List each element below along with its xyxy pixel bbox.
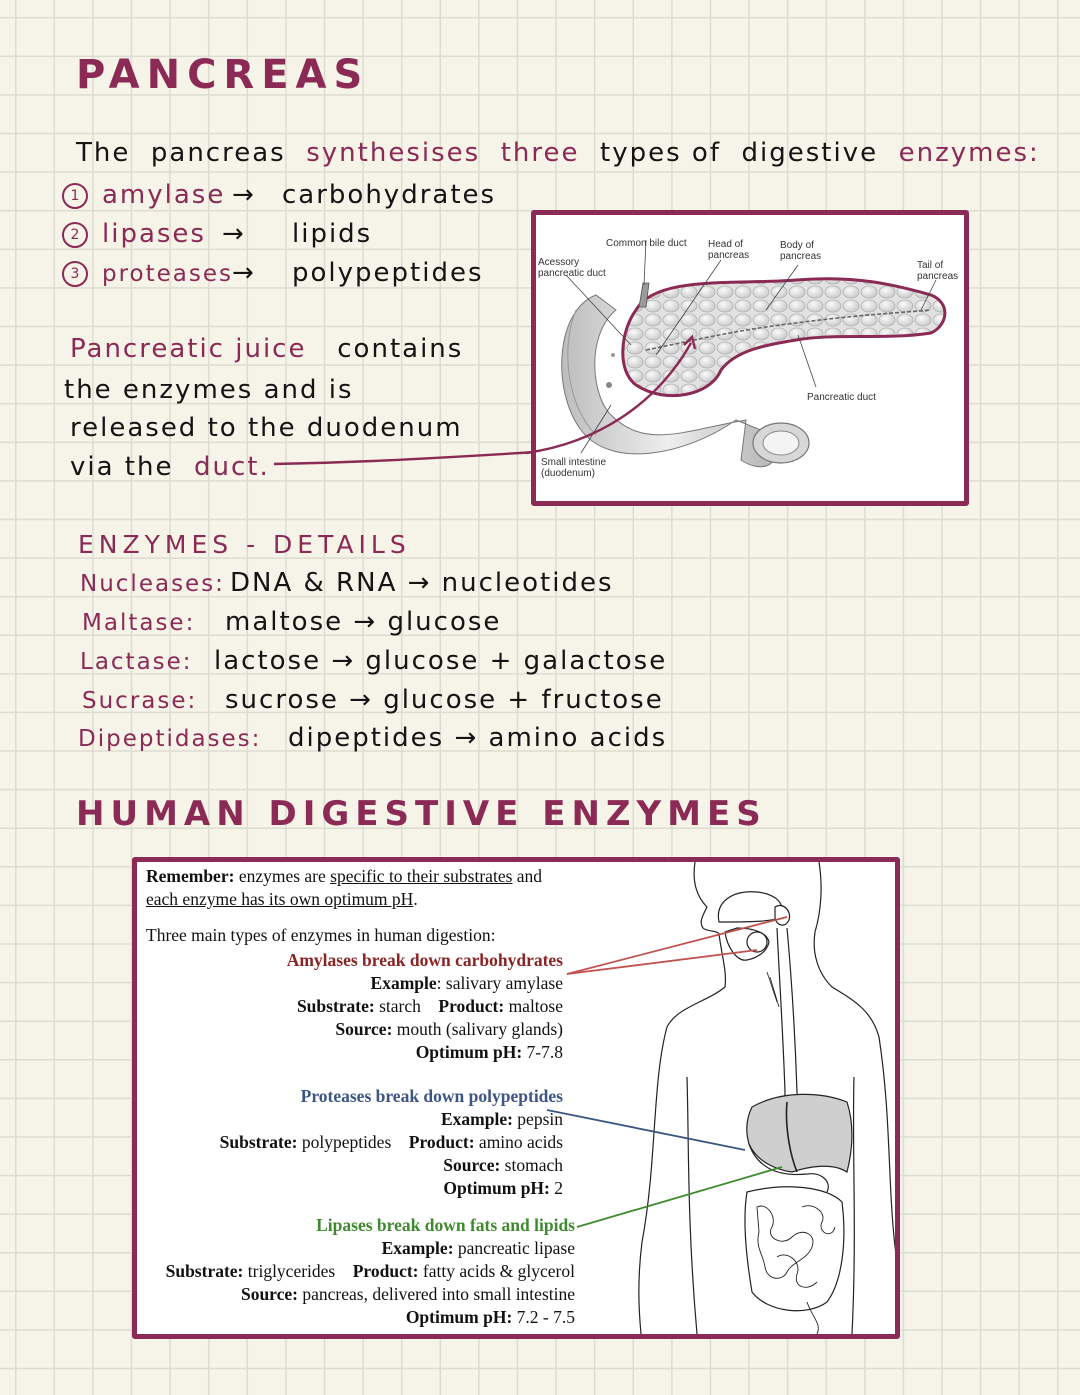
field-value: triglycerides <box>247 1261 336 1281</box>
field-value: 7.2 - 7.5 <box>516 1307 575 1327</box>
group-title: Proteases break down polypeptides <box>300 1086 563 1106</box>
intro-sentence <box>76 138 1040 168</box>
field-value: : salivary amylase <box>436 973 563 993</box>
label-common-bile-duct: Common bile duct <box>606 238 687 249</box>
details-enzyme: Sucrase: <box>82 688 198 714</box>
enzyme-group-protease <box>137 1086 563 1206</box>
arrow-icon: → <box>222 219 246 249</box>
arrow-icon: → <box>232 258 256 288</box>
intro-word: types of <box>600 138 721 168</box>
label-line: Acessory <box>538 257 580 268</box>
intro-word-highlight: synthesises <box>306 138 481 168</box>
field-label: Product: <box>352 1261 419 1281</box>
field-label: Substrate: <box>296 996 375 1016</box>
group-title: Lipases break down fats and lipids <box>316 1215 575 1235</box>
field-label: Substrate: <box>219 1132 298 1152</box>
details-row <box>82 607 501 637</box>
details-row <box>80 568 614 598</box>
group-example <box>382 1238 575 1259</box>
remember-label: Remember: <box>146 866 235 886</box>
juice-note-line <box>70 452 270 482</box>
label-line: Tail of <box>917 260 944 271</box>
enzyme-list-item <box>62 180 496 210</box>
group-substrate-product <box>166 1261 575 1282</box>
section-heading-human: HUMAN DIGESTIVE ENZYMES <box>76 794 767 834</box>
field-value: maltose <box>508 996 563 1016</box>
field-value: polypeptides <box>301 1132 392 1152</box>
label-line: Small intestine <box>541 457 607 468</box>
enzyme-list-item <box>62 258 484 288</box>
remember-text: enzymes are <box>238 866 326 886</box>
field-value: 2 <box>554 1178 563 1198</box>
label-small-intestine <box>541 457 606 479</box>
juice-note-line <box>70 334 463 364</box>
number-circle-icon: 1 <box>62 183 88 209</box>
enzyme-target: lipids <box>292 219 373 249</box>
arrow-icon: → <box>232 180 256 210</box>
number-circle-icon: 3 <box>62 261 88 287</box>
details-enzyme: Lactase: <box>80 649 193 675</box>
label-line: pancreas <box>917 271 959 282</box>
enzyme-name: proteases <box>102 261 234 287</box>
label-body <box>780 240 821 262</box>
label-line: Body of <box>780 240 814 251</box>
intro-word: The <box>76 138 131 168</box>
field-label: Example <box>370 973 437 993</box>
field-label: Example: <box>381 1238 454 1258</box>
field-value: pancreas, delivered into small intestine <box>302 1284 575 1304</box>
enzyme-group-amylase <box>137 950 563 1070</box>
details-row <box>78 723 667 753</box>
enzyme-name: lipases <box>102 219 206 249</box>
intro-word-highlight: enzymes: <box>898 138 1040 168</box>
details-enzyme: Maltase: <box>82 610 196 636</box>
field-value: 7-7.8 <box>526 1042 563 1062</box>
enzyme-list-item <box>62 219 372 249</box>
label-accessory-duct <box>538 257 606 279</box>
details-row <box>80 646 667 676</box>
group-ph <box>416 1042 563 1063</box>
group-substrate-product <box>297 996 563 1017</box>
field-label: Optimum pH: <box>443 1178 550 1198</box>
remember-text: and <box>516 866 543 886</box>
details-reaction: DNA & RNA → nucleotides <box>230 568 614 598</box>
details-reaction: maltose → glucose <box>225 607 502 637</box>
enzyme-target: carbohydrates <box>282 180 497 210</box>
details-reaction: dipeptides → amino acids <box>288 723 668 753</box>
label-line: pancreatic duct <box>538 268 606 279</box>
field-label: Source: <box>443 1155 501 1175</box>
field-label: Source: <box>335 1019 393 1039</box>
details-reaction: sucrose → glucose + fructose <box>225 685 664 715</box>
details-row <box>82 685 664 715</box>
group-example <box>371 973 563 994</box>
field-label: Optimum pH: <box>415 1042 523 1062</box>
field-label: Example: <box>440 1109 513 1129</box>
three-types-intro: Three main types of enzymes in human digestion: <box>146 925 496 945</box>
remember-text: . <box>413 889 418 909</box>
field-value: pepsin <box>517 1109 563 1129</box>
remember-underlined: specific to their substrates <box>330 866 513 886</box>
group-substrate-product <box>220 1132 563 1153</box>
label-head <box>708 239 749 261</box>
group-example <box>441 1109 563 1130</box>
field-label: Substrate: <box>165 1261 244 1281</box>
label-tail <box>917 260 958 282</box>
group-ph <box>406 1307 575 1328</box>
field-label: Product: <box>408 1132 475 1152</box>
group-source <box>335 1019 563 1040</box>
field-value: amino acids <box>478 1132 563 1152</box>
juice-note-line: the enzymes and is <box>64 375 354 405</box>
label-line: pancreas <box>780 251 822 262</box>
label-line: pancreas <box>708 250 750 261</box>
intro-word-highlight: three <box>500 138 580 168</box>
field-value: starch <box>379 996 421 1016</box>
human-enzymes-panel <box>132 857 900 1339</box>
label-line: Head of <box>708 239 744 250</box>
enzyme-group-lipase <box>137 1215 575 1335</box>
juice-highlight: Pancreatic juice <box>70 334 307 364</box>
intro-word: digestive <box>741 138 879 168</box>
field-label: Source: <box>240 1284 298 1304</box>
field-value: mouth (salivary glands) <box>396 1019 563 1039</box>
group-source <box>443 1155 563 1176</box>
enzyme-target: polypeptides <box>292 258 484 288</box>
intro-word: pancreas <box>150 138 286 168</box>
remember-note <box>146 865 586 911</box>
duct-connector-line <box>272 448 542 468</box>
group-ph <box>443 1178 563 1199</box>
field-value: pancreatic lipase <box>457 1238 575 1258</box>
field-label: Optimum pH: <box>405 1307 513 1327</box>
enzyme-name: amylase <box>102 180 226 210</box>
group-title: Amylases break down carbohydrates <box>286 950 563 970</box>
details-enzyme: Dipeptidases: <box>78 726 262 752</box>
details-heading: ENZYMES - DETAILS <box>78 530 411 559</box>
juice-highlight: duct. <box>194 452 270 482</box>
number-circle-icon: 2 <box>62 222 88 248</box>
juice-text: contains <box>337 334 464 364</box>
page-title: PANCREAS <box>76 52 370 98</box>
details-reaction: lactose → glucose + galactose <box>214 646 668 676</box>
label-line: (duodenum) <box>541 468 595 479</box>
label-pancreatic-duct: Pancreatic duct <box>807 392 876 403</box>
juice-text: via the <box>70 452 174 482</box>
pancreas-diagram <box>531 210 969 506</box>
field-value: fatty acids & glycerol <box>422 1261 575 1281</box>
remember-underlined: each enzyme has its own optimum pH <box>146 889 414 909</box>
field-value: stomach <box>504 1155 563 1175</box>
field-label: Product: <box>438 996 505 1016</box>
digestive-system-illustration <box>607 862 900 1334</box>
details-enzyme: Nucleases: <box>80 571 225 597</box>
group-source <box>241 1284 575 1305</box>
juice-note-line: released to the duodenum <box>70 413 463 443</box>
